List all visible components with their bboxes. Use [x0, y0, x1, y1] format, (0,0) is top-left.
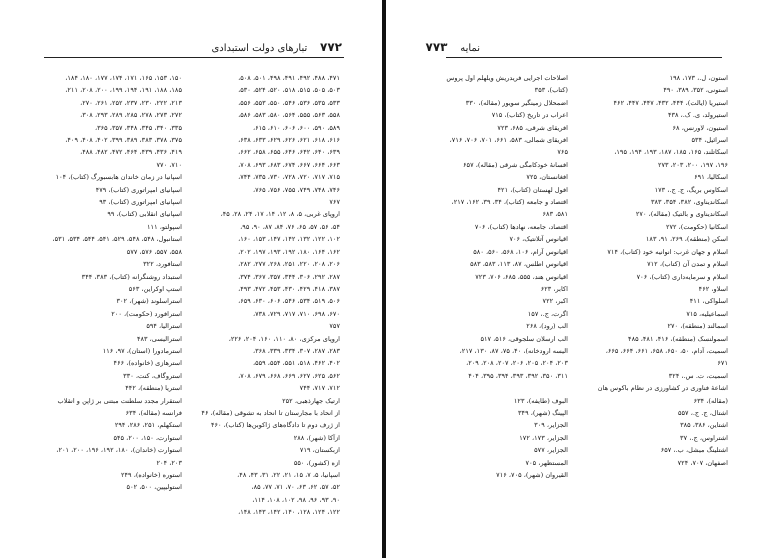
index-entry: ۲۸۷، ۲۹۲، ۳۰۶، ۳۴۴، ۳۵۷، ۳۶۷، ۳۷۴،	[238, 272, 340, 281]
index-entry: اسمالند (منطقه)، ۲۷۰	[667, 322, 728, 331]
index-entry: اقیانوس آرام، ۱۰۶، ۵۶۸، ۵۶۰، ۵۸۰	[473, 247, 568, 256]
index-entry: ازآکا (شهر)، ۲۸۸	[293, 433, 340, 442]
index-entry: اشتلینگ میشل، ب.، ۶۵۷	[660, 446, 728, 455]
index-entry: اقتصاد، جامعه، نهادها (کتاب)، ۷۰۶	[474, 222, 568, 231]
index-entry: ۵۵۸، ۵۵۷، ۵۷۶، ۵۷۷	[126, 247, 182, 256]
index-entry: استوره (خانواده)، ۲۴۹	[120, 471, 182, 479]
index-entry: اشتال، ج. ج.، ۵۵۷	[677, 408, 728, 417]
index-entry: افریقای شرقی، ۶۸۵، ۷۲۳	[497, 123, 568, 132]
index-entry: ۲۰۳، ۲۰۴، ۲۰۵، ۲۰۶، ۲۰۷، ۲۰۸، ۲۰۹،	[466, 359, 568, 368]
index-entry: اقیانوس هند، ۵۵۵، ۶۸۵، ۷۰۶، ۷۲۳	[475, 272, 568, 281]
index-entry: ۶۷۰، ۶۹۸، ۷۱۰، ۷۱۷، ۷۲۹، ۷۳۸،	[252, 309, 340, 318]
index-entry: الب (رود)، ۲۶۸	[526, 322, 568, 331]
index-entry: (مقاله)، ۶۳۴	[693, 396, 728, 405]
index-entry: ۵۲، ۵۷، ۶۲، ۶۳، ۷۰، ۷۱، ۷۷، ۸۵،	[251, 483, 340, 492]
index-entry: ۵۵۸، ۵۶۳، ۵۵۵، ۵۶۴، ۵۸۰، ۵۸۳، ۵۸۶،	[238, 111, 340, 120]
index-entry: اسپانیای امپراتوری (کتاب)، ۴۷۹	[95, 185, 182, 194]
index-entry: ۲۱۳، ۲۲۲، ۲۳۰، ۲۳۷، ۲۵۲، ۲۶۱، ۲۷۰،	[80, 98, 182, 107]
index-entry: اسمیت، ت. س.، ۳۲۴	[668, 371, 728, 380]
index-entry: اعراب در تاریخ (کتاب)، ۷۱۵	[491, 111, 568, 120]
index-entry	[428, 382, 568, 394]
index-entry: استیرولد، ی. ک.، ۴۳۸	[667, 111, 728, 120]
index-entry: اشاعهٔ فناوری در کشاورزی در نظام باکوس هان	[597, 384, 728, 393]
index-entry: افسانهٔ خودکامگی شرقی (مقاله)، ۶۵۷	[463, 160, 568, 169]
index-entry: الجزایر، ۱۷۳، ۱۷۲	[519, 433, 568, 442]
index-entry: اسپانیای انقلابی (کتاب)، ۹۹	[107, 210, 182, 219]
index-entry: ۱۰۲، ۱۲۲، ۱۳۲، ۱۴۲، ۱۴۷، ۱۵۳، ۱۶۰،	[238, 235, 340, 244]
index-entry: اگرت، ج.، ۱۵۷	[527, 309, 568, 318]
index-entry: ۴۰۲، ۴۶۲، ۵۱۸، ۵۵۱، ۵۵۴، ۵۵۹،	[252, 359, 340, 368]
index-entry: اسکاندیناوی، ۳۸۲، ۳۵۴، ۳۸۳	[650, 198, 728, 207]
index-entry: افریقای شمالی، ۵۸۳، ۶۶۱، ۷۰۱، ۷۰۶، ۷۱۶،	[449, 136, 568, 145]
index-entry: استوارت (خاندان)، ۱۸۰، ۱۹۲، ۱۹۶، ۲۰۰، ۲۰۱،	[56, 446, 182, 455]
index-entry: افغانستان، ۷۲۵	[526, 173, 568, 182]
index-entry: افول لهستان (کتاب)، ۴۲۱	[497, 185, 568, 194]
index-entry: اشتاین، ۳۸۶، ۳۸۵	[680, 421, 728, 430]
index-entry: اقیانوس اطلس، ۸۷، ۱۱۳، ۵۸۳، ۵۸۳	[470, 260, 568, 269]
index-entry: اکبر، ۷۲۲	[542, 297, 568, 306]
index-entry: ۵۸۱، ۶۸۳	[542, 210, 568, 219]
right-index-column-left	[428, 72, 568, 481]
index-entry: فرانسه (مقاله)، ۶۳۴	[125, 408, 182, 417]
index-entry: ۷۱۰، ۷۷۰	[156, 160, 182, 169]
index-entry: الجزایر، ۳۰۹	[534, 421, 568, 430]
index-entry: ۳۳۵، ۳۴۰، ۳۴۵، ۳۴۸، ۳۵۷، ۳۶۵،	[94, 123, 182, 132]
index-entry: ۱۶۲، ۱۶۴، ۱۸۰، ۱۹۲، ۱۹۳، ۱۹۷، ۲۰۲،	[238, 247, 340, 256]
index-entry: اقتصاد و جامعه (کتاب)، ۳۴، ۳۹، ۱۶۲، ۲۱۷،	[451, 198, 568, 207]
index-entry: ازبکستان، ۷۱۹	[299, 446, 340, 455]
index-entry: ۹۰، ۹۳، ۹۶، ۹۸، ۱۰۲، ۱۰۸، ۱۱۴،	[252, 495, 340, 504]
right-page-header	[426, 40, 480, 54]
index-entry: الب ارسلان سلجوقی، ۵۱۶، ۵۱۷	[480, 334, 568, 343]
index-entry: ۵۰۳، ۵۰۵، ۵۱۵، ۵۱۸، ۵۲۰، ۵۲۴، ۵۳۰،	[238, 86, 340, 95]
index-entry: از انحاد با مجارستان تا انحاد به تشوقی (مقاله)، ۴۶	[201, 408, 340, 417]
index-entry: ۶۳۹، ۶۴۰، ۶۴۲، ۶۴۶، ۶۵۵، ۶۵۸، ۶۶۲،	[238, 148, 340, 157]
index-entry: الیسه ارودخانه)، ۴۰، ۷۵، ۸۷، ۱۳۰، ۲۱۷،	[459, 346, 568, 355]
index-entry: استانبول، ۵۴۸، ۵۴۸، ۵۲۹، ۵۴۱، ۵۴۴، ۵۳۴، ۵۳۱،	[52, 235, 182, 244]
index-entry: اسمیت، آدام، ۵۰، ۶۵۰، ۶۵۸، ۶۶۱، ۶۶۴، ۶۶۵،	[605, 346, 728, 355]
index-entry: اسپانیای امپراتوری (کتاب)، ۹۳	[99, 198, 182, 207]
index-entry: استبداد روشنگرانه (کتاب)، ۳۸۳، ۳۴۴	[81, 272, 182, 281]
left-running-title: تبارهای دولت استبدادی	[211, 43, 308, 54]
index-entry: استافورد، ۳۲۲	[143, 260, 182, 269]
index-entry: استیون، لاورنس، ۶۸	[672, 123, 728, 132]
index-entry: استرمادورا (استان)، ۹۷، ۱۱۶	[102, 346, 182, 355]
index-entry: اضمحلال زمینگیر سویور (مقاله)، ۳۳۰	[465, 98, 568, 107]
index-entry: ۵۰۶، ۵۱۹، ۵۳۴، ۵۴۶، ۶۰۶، ۶۳۰، ۶۵۹،	[238, 297, 340, 306]
index-entry: ۲۰۶، ۲۰۸، ۲۲۰، ۲۵۱، ۲۶۸، ۲۷۷، ۲۸۲،	[238, 260, 340, 269]
index-entry: اسلام و تمدن آن (کتاب)، ۷۱۲	[647, 260, 728, 269]
index-entry: استراسلوند (شهر)، ۳۰۲	[116, 297, 182, 306]
index-entry: ۶۱۶، ۶۱۸، ۶۲۱، ۶۲۶، ۶۲۹، ۶۳۳، ۶۳۸،	[238, 136, 340, 145]
index-entry: اصلاحات اجرایی فریدریش ویلهلم اول پروس	[446, 74, 568, 82]
index-entry: استکهلم، ۲۵۱، ۲۸۶، ۲۹۴	[114, 421, 182, 430]
index-entry: ارتیک جهارذهبی، ۲۵۲	[282, 396, 340, 405]
index-entry: اسمولنسک (منطقه)، ۴۱۶، ۴۸۱، ۴۸۵	[628, 334, 728, 343]
index-entry: اسپولتو، ۱۱۱	[146, 222, 182, 231]
index-entry: اسلاو، ۴۶۲	[698, 284, 728, 293]
index-entry: استریا (منطقه)، ۴۴۲	[125, 384, 182, 393]
right-header-rule	[446, 57, 722, 58]
index-entry: استولیپین، ۵۰۰، ۵۰۲	[126, 483, 182, 492]
index-entry: اروپای مرکزی، ۸۰، ۱۱۰، ۱۶۰، ۲۰۴، ۲۲۶،	[228, 334, 340, 343]
index-entry: اسکاتلند، ۱۶۵، ۱۸۵، ۱۸۷، ۱۹۳، ۱۹۴، ۱۹۵،	[614, 148, 728, 157]
index-entry: اشتراوس، ج.، ۳۷	[680, 433, 728, 442]
index-entry: اسپانیا، ۵، ۷، ۱۵، ۲۱، ۲۲، ۳۱، ۴۳، ۴۸،	[237, 471, 340, 479]
index-entry: ۳۸۷، ۴۱۸، ۴۲۹، ۴۳۰، ۴۵۳، ۴۷۲، ۴۹۳،	[238, 284, 340, 293]
index-entry: استون، ل.، ۱۷۳، ۱۹۸	[669, 74, 728, 82]
left-page	[0, 0, 382, 558]
index-entry: اسلام و سرمایه‌داری (کتاب)، ۷۰۶	[636, 272, 728, 281]
index-entry: استقرار مجدد سلطنت مبتنی بر ژاپن و انقلاب	[57, 396, 182, 405]
index-entry: ۷۶۷	[329, 198, 340, 207]
left-page-header	[211, 40, 342, 54]
left-index-column-right	[190, 72, 340, 519]
index-entry: ۱۹۶، ۱۹۷، ۲۰۰، ۲۰۳، ۲۷۳	[657, 160, 728, 169]
index-entry: اسلواکی، ۴۱۱	[689, 297, 728, 306]
index-entry: المستظهر، ۷۰۵	[525, 458, 568, 467]
right-index-column-right	[578, 72, 728, 469]
index-entry: اسماعیلیه، ۷۱۵	[686, 309, 728, 318]
index-entry: اسکن (منطقه)، ۲۶۹، ۹۱، ۱۸۳	[645, 235, 728, 244]
index-entry: ۱۵۰، ۱۵۳، ۱۶۵، ۱۷۱، ۱۷۴، ۱۷۷، ۱۸۰، ۱۸۴،	[65, 74, 182, 82]
left-header-rule	[44, 57, 344, 58]
index-entry: استپ اوکراین، ۵۶۳	[128, 284, 182, 293]
index-entry: ۷۱۵، ۷۱۷، ۷۲۰، ۷۲۸، ۷۳۰، ۷۳۵، ۷۴۴،	[238, 173, 340, 182]
index-entry: الجزایر، ۵۷۷	[534, 446, 568, 455]
index-entry: اسکانیا (حکومت)، ۲۷۲	[665, 222, 728, 231]
index-entry: اسلام و جهان غرب: انوانیه خود (کتاب)، ۷۱۴	[607, 247, 728, 256]
index-entry: استونی، ۳۵۲، ۳۸۹، ۴۹۰	[663, 86, 728, 95]
index-entry: اروپای غربی، ۵، ۸، ۱۲، ۱۴، ۱۷، ۲۴، ۲۸، ۴۵،	[220, 210, 340, 219]
index-entry: اسکالیا، ۶۹۱	[694, 173, 728, 182]
index-entry: استروگاف، کنت، ۳۳۰	[123, 371, 182, 380]
index-entry: ۶۶۳، ۶۶۴، ۶۶۷، ۶۷۴، ۶۸۳، ۶۹۳، ۷۰۸،	[238, 160, 340, 169]
index-entry: ۷۵۷	[329, 322, 340, 331]
index-entry: اسکاندیناوی و بالتیک (مقاله)، ۲۷۰	[635, 210, 728, 219]
index-entry: ۷۶۵	[557, 148, 568, 157]
index-entry: ۵۳۳، ۵۳۵، ۵۳۶، ۵۴۶، ۵۵۰، ۵۵۳، ۵۵۶،	[238, 98, 340, 107]
index-entry: استیریا (ایالت)، ۴۴۴، ۴۳۲، ۴۴۷، ۴۴۷، ۴۶۲	[613, 98, 728, 107]
index-entry: از ژرف دوم تا دادگاه‌های ژاکوبن‌ها (کتاب)، ۴۶۰	[210, 421, 340, 430]
index-entry: ۳۷۵، ۳۷۸، ۳۸۳، ۳۸۹، ۳۹۹، ۴۰۲، ۴۰۸، ۴۰۹،	[65, 136, 182, 145]
index-entry: ۲۷۲، ۲۷۳، ۲۷۸، ۲۸۵، ۲۸۹، ۲۹۳، ۳۰۸،	[80, 111, 182, 120]
index-entry: استرالیا، ۵۹۴	[146, 322, 182, 331]
index-entry: استوارت، ۱۵۰، ۲۰۰، ۵۴۵	[113, 433, 182, 442]
index-entry: ۲۰۳، ۲۰۴	[156, 458, 182, 467]
index-entry: (کتاب)، ۳۵۳	[534, 86, 568, 95]
index-entry: ۷۱۲، ۷۱۷، ۷۴۴	[299, 384, 340, 393]
left-index-column-left	[42, 72, 182, 494]
index-entry: اکابر، ۶۲۳	[540, 284, 568, 293]
index-entry: استرالیسی، ۴۸۳	[136, 334, 182, 343]
index-entry: ۷۴۶، ۷۴۸، ۷۴۹، ۷۵۵، ۷۵۶، ۷۶۵،	[252, 185, 340, 194]
right-running-title: نمایه	[460, 43, 480, 54]
index-entry: القیروان (شهر)، ۷۰۵، ۷۱۶	[496, 471, 568, 479]
index-entry: اسرائیل، ۵۳۴	[691, 136, 728, 145]
index-entry: ۵۸۹، ۵۹۰، ۶۰۰، ۶۰۶، ۶۱۰، ۶۱۵،	[252, 123, 340, 132]
right-page-number: ۷۷۳	[425, 40, 448, 54]
index-entry: ۵۴، ۵۶، ۵۷، ۶۵، ۷۶، ۸۴، ۸۷، ۹۰، ۹۵،	[240, 222, 340, 231]
index-entry: ۶۷۱	[717, 359, 728, 368]
right-page	[386, 0, 768, 558]
left-page-number: ۷۷۲	[320, 40, 342, 54]
index-entry: ۳۱۱، ۳۵۰، ۳۹۲، ۳۹۳، ۳۹۴، ۳۹۵، ۴۰۴	[468, 371, 568, 380]
index-entry: الپینگ (شهر)، ۳۴۹	[517, 408, 568, 417]
index-entry: اسپانیا در زمان خاندان هابسبورگ (کتاب)، ۱۰۴	[55, 173, 182, 182]
index-entry: ازه (کشور)، ۵۵۰	[293, 458, 340, 467]
index-entry: البوف (طایفه)، ۱۲۳	[513, 396, 568, 405]
index-entry: اسکاوس بریگ، ج. ج.، ۱۷۳	[654, 185, 728, 194]
index-entry: ۲۸۳، ۲۸۷، ۳۰۷، ۳۳۴، ۳۳۹، ۳۶۸،	[252, 346, 340, 355]
index-entry: استرافورد (حکومت)، ۲۰۰	[111, 309, 182, 318]
index-entry: ۴۷۱، ۴۸۸، ۴۹۲، ۴۹۱، ۴۹۸، ۵۰۱، ۵۰۸،	[238, 74, 340, 82]
index-entry: اقیانوس آتلانتیک، ۷۰۶	[509, 235, 568, 244]
index-entry: استرهازی (خانواده)، ۴۶۶	[113, 359, 182, 368]
index-entry: ۱۲۲، ۱۲۴، ۱۲۸، ۱۴۰، ۱۴۲، ۱۴۳، ۱۴۸،	[238, 508, 340, 517]
index-entry: ۱۸۵، ۱۸۸، ۱۹۱، ۱۹۴، ۱۹۹، ۲۰۰، ۲۰۸، ۲۱۱،	[65, 86, 182, 95]
index-entry: ۵۶۲، ۶۲۵، ۶۲۷، ۶۶۹، ۶۶۸، ۶۷۹، ۷۰۸،	[238, 371, 340, 380]
index-entry: ۴۱۹، ۴۳۶، ۴۳۹، ۴۶۴، ۴۷۲، ۴۸۲، ۴۸۸،	[80, 148, 182, 157]
index-entry: اصفهان، ۷۰۷، ۷۲۴	[677, 458, 728, 467]
